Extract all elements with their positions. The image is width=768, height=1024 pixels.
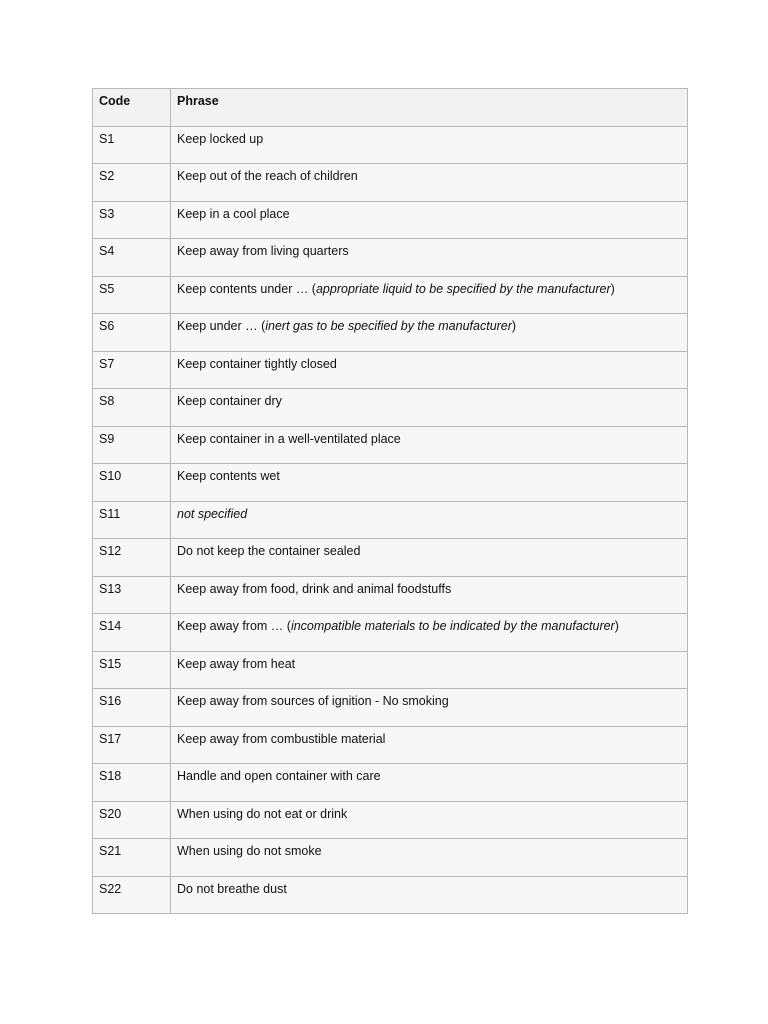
phrase-main: Keep locked up xyxy=(177,131,264,146)
code-cell xyxy=(93,726,171,764)
code-text: S1 xyxy=(99,131,115,146)
code-text: S21 xyxy=(99,844,122,858)
code-cell xyxy=(93,764,171,802)
phrase-cell xyxy=(171,464,688,502)
phrase-cell xyxy=(171,576,688,614)
code-cell xyxy=(93,426,171,464)
code-text: S11 xyxy=(99,506,121,521)
phrase-main: Keep away from food, drink and animal foodstuffs xyxy=(177,581,452,596)
phrase-text xyxy=(177,577,681,597)
phrase-main: When using do not smoke xyxy=(177,844,322,858)
code-cell xyxy=(93,876,171,914)
code-cell xyxy=(93,576,171,614)
code-cell xyxy=(93,314,171,352)
phrase-text xyxy=(177,389,681,409)
phrase-main: Keep container in a well-ventilated place xyxy=(177,431,401,446)
header-phrase xyxy=(171,89,688,127)
code-text: S18 xyxy=(99,769,122,783)
code-cell xyxy=(93,614,171,652)
code-cell xyxy=(93,801,171,839)
phrase-prefix: Keep under … ( xyxy=(177,319,266,333)
code-text: S12 xyxy=(99,544,122,558)
phrase-text xyxy=(177,689,681,709)
code-text: S17 xyxy=(99,731,122,746)
table-row xyxy=(93,426,688,464)
phrase-main: Keep away from living quarters xyxy=(177,244,349,258)
phrase-text xyxy=(177,539,681,559)
code-cell xyxy=(93,126,171,164)
phrase-cell xyxy=(171,351,688,389)
code-text: S14 xyxy=(99,619,122,633)
phrase-cell xyxy=(171,539,688,577)
table-row xyxy=(93,764,688,802)
phrase-suffix: ) xyxy=(614,619,619,633)
phrase-text xyxy=(177,727,681,747)
phrase-italic-note: appropriate liquid to be specified by the manufacturer xyxy=(315,281,611,296)
code-cell xyxy=(93,539,171,577)
phrase-italic-note: incompatible materials to be indicated by the manufacturer xyxy=(290,619,615,633)
phrase-text xyxy=(177,464,681,484)
phrase-main: Do not keep the container sealed xyxy=(177,544,361,558)
phrase-text xyxy=(177,502,681,522)
phrase-text xyxy=(177,877,681,897)
safety-phrases-table xyxy=(92,88,688,914)
table-row xyxy=(93,314,688,352)
phrase-text xyxy=(177,127,681,147)
code-text: S5 xyxy=(99,281,115,296)
table-header-row xyxy=(93,89,688,127)
code-cell xyxy=(93,389,171,427)
table-row xyxy=(93,576,688,614)
phrase-italic-note: not specified xyxy=(177,506,248,521)
table-row xyxy=(93,501,688,539)
table-row xyxy=(93,464,688,502)
code-text: S20 xyxy=(99,806,122,821)
phrase-text xyxy=(177,802,681,822)
table-row xyxy=(93,276,688,314)
phrase-cell xyxy=(171,876,688,914)
phrase-cell xyxy=(171,501,688,539)
code-text: S9 xyxy=(99,431,115,446)
code-text: S8 xyxy=(99,394,115,408)
code-cell xyxy=(93,689,171,727)
table-row xyxy=(93,801,688,839)
table-row xyxy=(93,539,688,577)
table-row xyxy=(93,651,688,689)
phrase-prefix: Keep away from … ( xyxy=(177,619,291,633)
code-text: S15 xyxy=(99,656,122,671)
table-row xyxy=(93,351,688,389)
table-row xyxy=(93,876,688,914)
phrase-cell xyxy=(171,801,688,839)
phrase-text xyxy=(177,164,681,184)
table-row xyxy=(93,726,688,764)
phrase-prefix: Keep contents under … ( xyxy=(177,281,316,296)
phrase-text xyxy=(177,652,681,672)
code-cell xyxy=(93,239,171,277)
code-cell xyxy=(93,164,171,202)
phrase-text xyxy=(177,614,681,634)
code-text: S6 xyxy=(99,319,115,333)
phrase-cell xyxy=(171,276,688,314)
phrase-text xyxy=(177,427,681,447)
code-text: S10 xyxy=(99,469,122,483)
phrase-italic-note: inert gas to be specified by the manufacturer xyxy=(265,319,512,333)
phrase-main: Keep container tightly closed xyxy=(177,356,337,371)
code-text: S4 xyxy=(99,244,115,258)
code-text: S3 xyxy=(99,206,115,221)
phrase-text xyxy=(177,352,681,372)
phrase-cell xyxy=(171,201,688,239)
phrase-cell xyxy=(171,239,688,277)
phrase-cell xyxy=(171,426,688,464)
phrase-main: Keep container dry xyxy=(177,394,282,408)
phrase-text xyxy=(177,202,681,222)
phrase-main: Keep away from combustible material xyxy=(177,731,386,746)
phrase-cell xyxy=(171,764,688,802)
phrase-main: Handle and open container with care xyxy=(177,769,381,783)
phrase-text xyxy=(177,764,681,784)
code-cell xyxy=(93,276,171,314)
phrase-main: Keep contents wet xyxy=(177,469,280,483)
table-row xyxy=(93,126,688,164)
phrase-main: Keep away from heat xyxy=(177,656,296,671)
phrase-text xyxy=(177,839,681,859)
table-row xyxy=(93,614,688,652)
phrase-text xyxy=(177,314,681,334)
phrase-cell xyxy=(171,651,688,689)
code-cell xyxy=(93,201,171,239)
code-cell xyxy=(93,839,171,877)
phrase-suffix: ) xyxy=(511,319,517,333)
table-row xyxy=(93,389,688,427)
table-row xyxy=(93,839,688,877)
phrase-main: Keep away from sources of ignition - No smoking xyxy=(177,694,449,708)
phrase-cell xyxy=(171,689,688,727)
table-row xyxy=(93,689,688,727)
code-cell xyxy=(93,464,171,502)
phrase-main: Keep in a cool place xyxy=(177,206,290,221)
code-cell xyxy=(93,501,171,539)
table-row xyxy=(93,239,688,277)
phrase-main: Keep out of the reach of children xyxy=(177,169,358,183)
code-text: S16 xyxy=(99,694,122,708)
code-cell xyxy=(93,651,171,689)
header-code xyxy=(93,89,171,127)
code-text: S13 xyxy=(99,581,122,596)
phrase-text xyxy=(177,277,681,297)
code-text: S22 xyxy=(99,881,122,896)
header-phrase-label: Phrase xyxy=(177,94,219,108)
phrase-cell xyxy=(171,614,688,652)
table-row xyxy=(93,164,688,202)
phrase-cell xyxy=(171,126,688,164)
phrase-cell xyxy=(171,164,688,202)
phrase-cell xyxy=(171,726,688,764)
code-text: S7 xyxy=(99,356,115,371)
code-text: S2 xyxy=(99,169,115,183)
phrase-main: When using do not eat or drink xyxy=(177,806,348,821)
phrase-suffix: ) xyxy=(610,281,615,296)
phrase-main: Do not breathe dust xyxy=(177,881,287,896)
table-row xyxy=(93,201,688,239)
code-cell xyxy=(93,351,171,389)
phrase-text xyxy=(177,239,681,259)
header-code-label: Code xyxy=(99,94,131,108)
phrase-cell xyxy=(171,839,688,877)
phrase-cell xyxy=(171,389,688,427)
phrase-cell xyxy=(171,314,688,352)
